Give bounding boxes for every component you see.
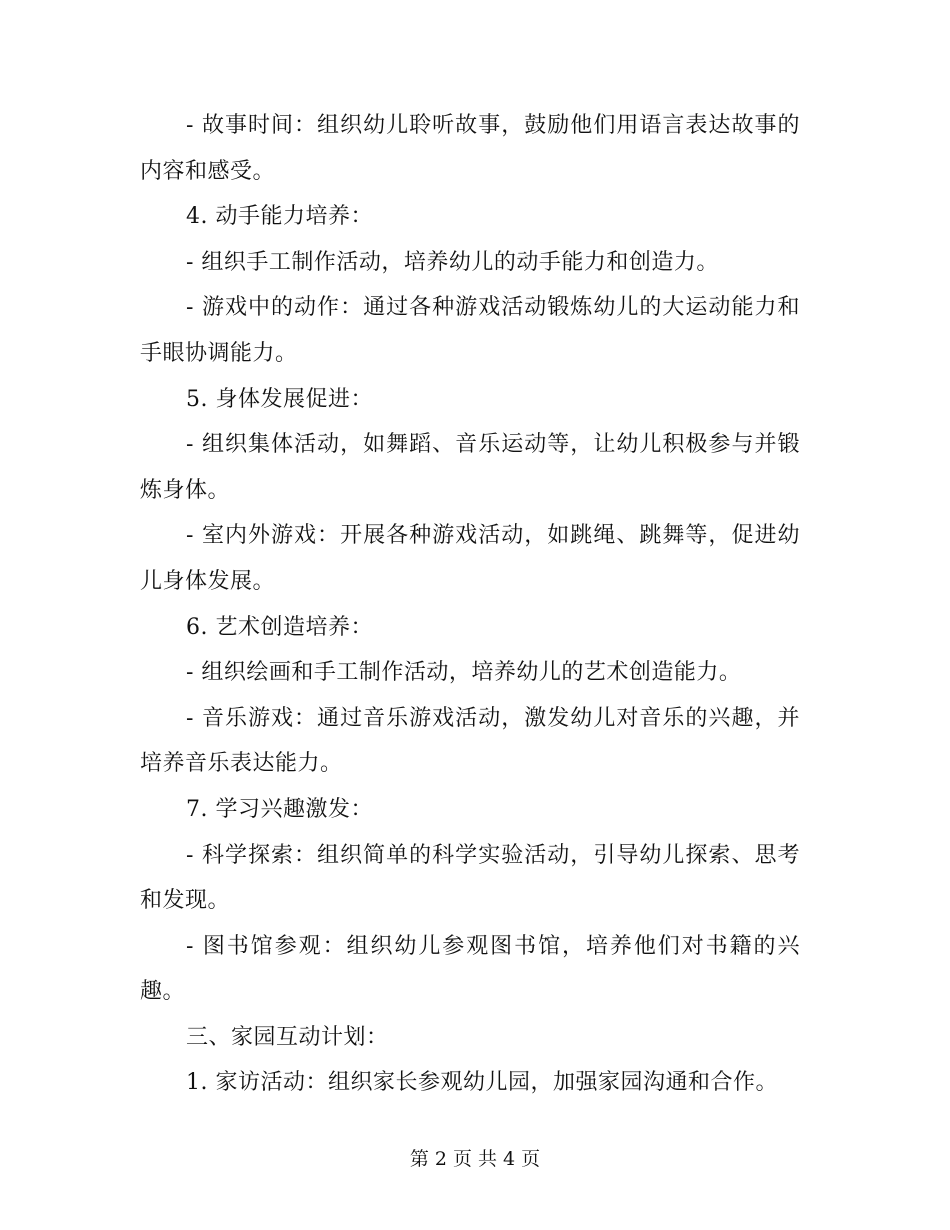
paragraph: - 科学探索：组织简单的科学实验活动，引导幼儿探索、思考和发现。 xyxy=(140,842,800,914)
page-number-footer: 第 2 页 共 4 页 xyxy=(409,1148,541,1170)
paragraph: - 故事时间：组织幼儿聆听故事，鼓励他们用语言表达故事的内容和感受。 xyxy=(140,113,800,184)
section-heading: 5. 身体发展促进： xyxy=(186,386,373,412)
section-heading: 7. 学习兴趣激发： xyxy=(186,796,373,822)
paragraph: - 室内外游戏：开展各种游戏活动，如跳绳、跳舞等，促进幼儿身体发展。 xyxy=(140,523,800,594)
paragraph: - 图书馆参观：组织幼儿参观图书馆，培养他们对书籍的兴趣。 xyxy=(140,933,800,1005)
paragraph: - 组织绘画和手工制作活动，培养幼儿的艺术创造能力。 xyxy=(186,660,742,686)
paragraph: - 音乐游戏：通过音乐游戏活动，激发幼儿对音乐的兴趣，并培养音乐表达能力。 xyxy=(140,705,800,777)
paragraph: - 组织集体活动，如舞蹈、音乐运动等，让幼儿积极参与并锻炼身体。 xyxy=(140,432,800,503)
document-body xyxy=(140,103,800,1106)
section-heading: 4. 动手能力培养： xyxy=(186,204,373,230)
section-heading: 6. 艺术创造培养： xyxy=(186,614,373,640)
paragraph: - 游戏中的动作：通过各种游戏活动锻炼幼儿的大运动能力和手眼协调能力。 xyxy=(140,295,800,366)
paragraph: 1. 家访活动：组织家长参观幼儿园，加强家园沟通和合作。 xyxy=(186,1070,778,1096)
section-heading: 三、家园互动计划： xyxy=(186,1024,389,1050)
paragraph: - 组织手工制作活动，培养幼儿的动手能力和创造力。 xyxy=(186,249,719,275)
